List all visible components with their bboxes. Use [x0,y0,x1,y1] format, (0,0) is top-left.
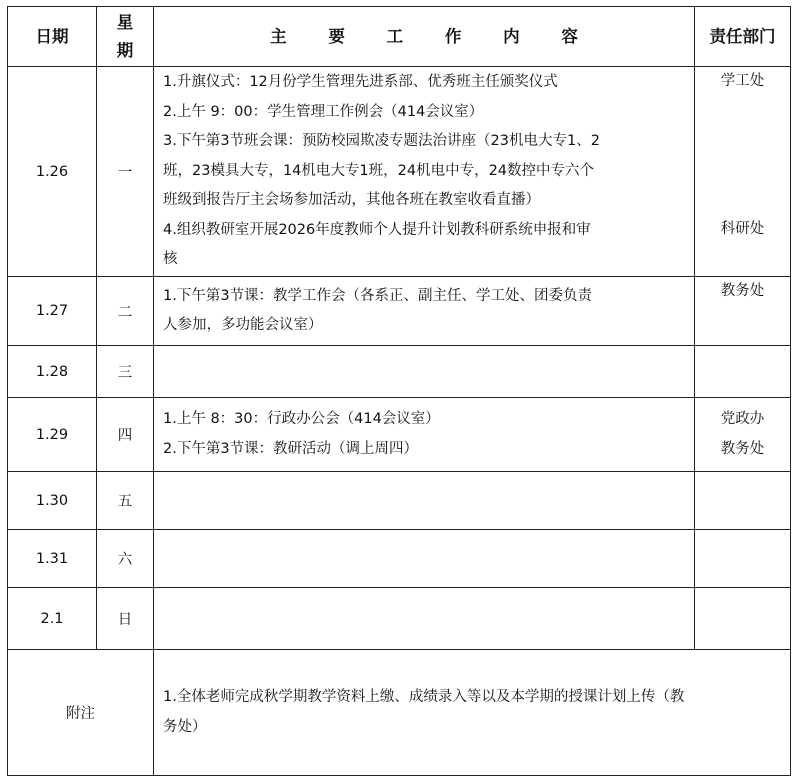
dept-label: 科研处 [720,220,765,237]
date-cell: 1.30 [8,472,97,530]
content-cell [154,472,695,530]
header-content [154,7,695,67]
content-line: 1.上午 8：30：行政办公会（414会议室） [163,411,440,427]
header-dept: 责任部门 [695,7,791,67]
table-row [8,398,791,472]
content-line: 班级到报告厅主会场参加活动，其他各班在教室收看直播） [163,192,540,209]
dept-cell [695,398,791,472]
header-weekday-line2: 期 [116,40,134,60]
date-cell: 1.31 [8,530,97,588]
notes-row [8,650,791,776]
dept-cell [695,472,791,530]
table-row [8,530,791,588]
dept-cell [695,346,791,398]
table-row [8,346,791,398]
content-line: 4.组织教研室开展2026年度教师个人提升计划教科研系统申报和审 [163,221,591,238]
content-line: 人参加，多功能会议室） [163,317,323,333]
date-cell: 1.27 [8,277,97,346]
dept-spacer [695,156,790,215]
content-line: 1.下午第3节课：教学工作会（各系正、副主任、学工处、团委负责 [163,287,593,304]
content-line: 班，23模具大专，14机电大专1班，24机电中专，24数控中专六个 [163,162,595,179]
content-line: 核 [163,251,178,268]
header-weekday-line1: 星 [116,12,134,32]
dept-label: 教务处 [720,440,765,457]
date-cell: 1.26 [8,67,97,277]
weekday-cell: 二 [97,277,154,346]
header-weekday [97,7,154,67]
content-cell [154,398,695,472]
table-row [8,472,791,530]
header-content-label: 主 要 工 作 内 容 [270,26,596,46]
weekday-cell: 四 [97,398,154,472]
content-cell [154,346,695,398]
notes-line: 务处） [163,718,207,735]
table-row [8,277,791,346]
dept-cell [695,67,791,277]
content-line: 3.下午第3节班会课：预防校园欺凌专题法治讲座（23机电大专1、2 [163,133,600,150]
weekly-schedule-table [7,6,791,776]
weekday-cell: 六 [97,530,154,588]
weekday-cell: 一 [97,67,154,277]
dept-cell [695,530,791,588]
dept-label: 学工处 [720,73,765,89]
dept-label: 教务处 [720,283,765,299]
content-cell [154,530,695,588]
content-cell [154,67,695,277]
notes-content [154,650,791,776]
weekday-cell: 五 [97,472,154,530]
content-line: 1.升旗仪式：12月份学生管理先进系部、优秀班主任颁奖仪式 [163,74,558,91]
date-cell: 1.28 [8,346,97,398]
content-cell [154,277,695,346]
notes-label: 附注 [8,650,154,776]
dept-cell [695,277,791,346]
table-row [8,588,791,650]
header-row [8,7,791,67]
date-cell: 2.1 [8,588,97,650]
dept-spacer [695,97,790,156]
weekday-cell: 日 [97,588,154,650]
table-row [8,67,791,277]
dept-cell [695,588,791,650]
dept-label: 党政办 [720,411,765,427]
content-line: 2.上午 9：00：学生管理工作例会（414会议室） [163,103,484,120]
weekday-cell: 三 [97,346,154,398]
date-cell: 1.29 [8,398,97,472]
header-date: 日期 [8,7,97,67]
content-line: 2.下午第3节课：教研活动（调上周四） [163,440,419,457]
notes-line: 1.全体老师完成秋学期教学资料上缴、成绩录入等以及本学期的授课计划上传（教 [163,689,685,705]
content-cell [154,588,695,650]
